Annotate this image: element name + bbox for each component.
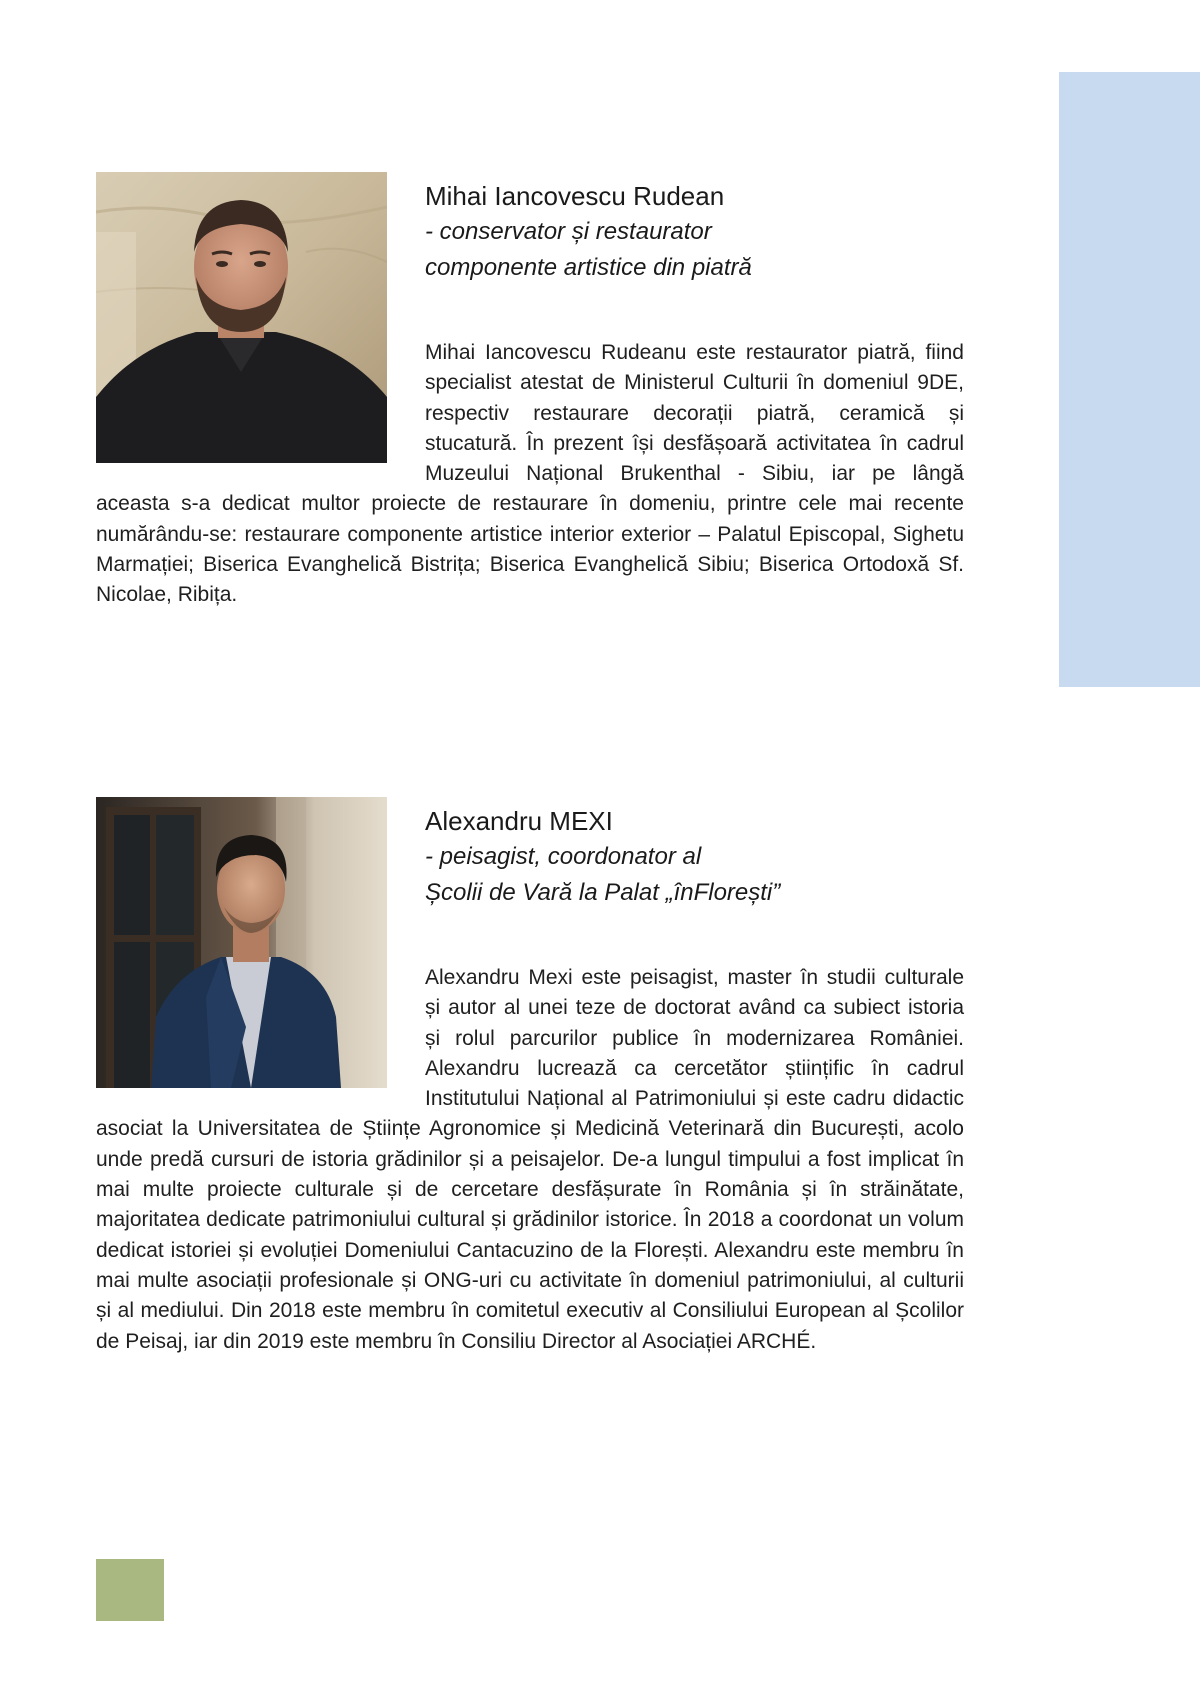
portrait-photo bbox=[96, 172, 387, 463]
person-role-line-2: Școlii de Vară la Palat „înFlorești” bbox=[425, 879, 781, 906]
person-name: Mihai Iancovescu Rudean bbox=[425, 181, 725, 211]
person-name: Alexandru MEXI bbox=[425, 806, 613, 836]
portrait-photo bbox=[96, 797, 387, 1088]
person-biography: Alexandru Mexi este peisagist, master în studii culturale și autor al unei teze de doctorat având ca subiect istoria și rolul parcurilor publice în modernizarea României. Alexandru lucrează ca cercetător științific în cadrul Institutului Național al Patrimoniului și este cadru didactic asociat la Universitatea de Științe Agronomice și Medicină Veterinară din București, acolo unde predă cursuri de istoria grădinilor și a peisajelor. De-a lungul timpului a fost implicat în mai multe proiecte culturale și de cercetare desfășurate în România și în străinătate, majoritatea dedicate patrimoniului cultural și grădinilor istorice. În 2018 a coordonat un volum dedicat istoriei și evoluției Domeniului Cantacuzino de la Florești. Alexandru este membru în mai multe asociații profesionale și ONG-uri cu activitate în domeniul patrimoniului, al culturii și al mediului. Din 2018 este membru în comitetul executiv al Consiliului European al Școlilor de Peisaj, iar din 2019 este membru în Consiliu Director al Asociației ARCHÉ. bbox=[96, 966, 964, 1353]
decorative-side-band bbox=[1059, 72, 1200, 687]
decorative-page-marker bbox=[96, 1559, 164, 1621]
person-biography: Mihai Iancovescu Rudeanu este restaurator piatră, fiind specialist atestat de Ministerul Culturii în domeniul 9DE, respectiv restaurare decorații piatră, ceramică și stucatură. În prezent își desfășoară activitatea în cadrul Muzeului Național Brukenthal - Sibiu, iar pe lângă aceasta s-a dedicat multor proiecte de restaurare în domeniu, printre cele mai recente numărându-se: restaurare componente artistice interior exterior – Palatul Episcopal, Sighetu Marmației; Biserica Evanghelică Bistrița; Biserica Evanghelică Sibiu; Biserica Ortodoxă Sf. Nicolae, Ribița. bbox=[96, 341, 964, 607]
profile-mihai-iancovescu bbox=[96, 172, 964, 611]
profile-alexandru-mexi bbox=[96, 797, 964, 1357]
portrait-illustration-1 bbox=[96, 172, 387, 463]
person-role-line-1: - peisagist, coordonator al bbox=[425, 843, 702, 870]
person-role-line-2: componente artistice din piatră bbox=[425, 254, 752, 281]
person-role-line-1: - conservator și restaurator bbox=[425, 218, 712, 245]
portrait-illustration-2 bbox=[96, 797, 387, 1088]
